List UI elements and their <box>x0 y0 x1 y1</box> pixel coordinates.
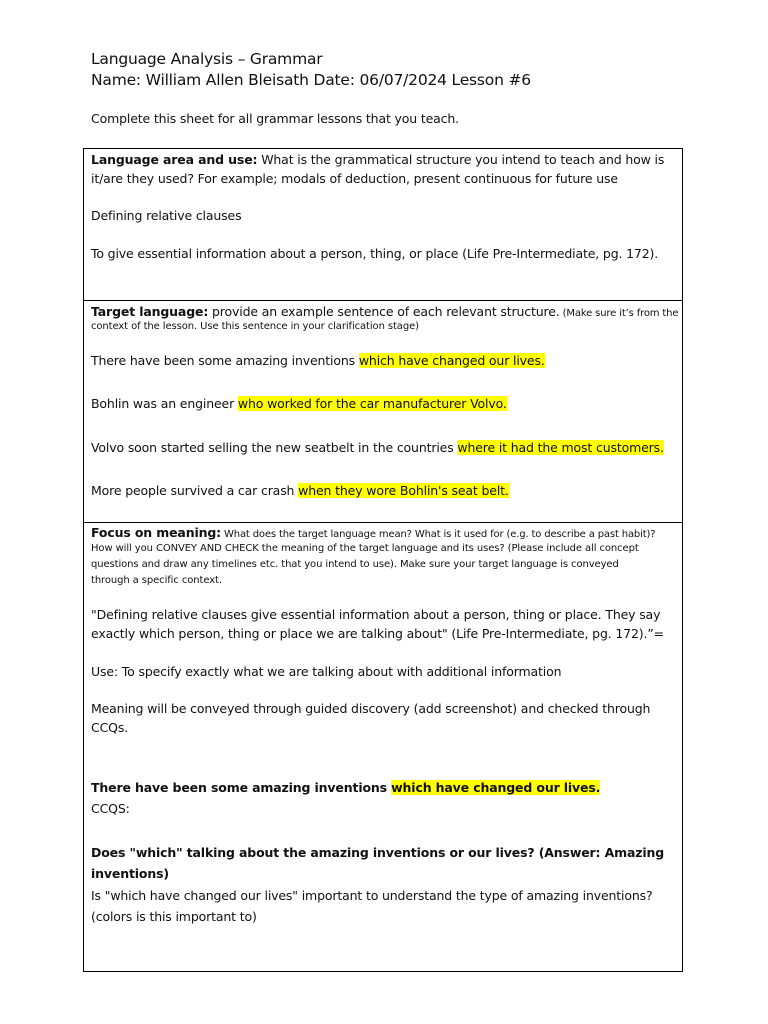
section3-prompt-1: What does the target language mean? What is it used for (e.g. to describe a past habit)? <box>220 529 656 540</box>
section1-prompt-line1 <box>91 150 664 169</box>
convey-line2: CCQs. <box>91 720 129 735</box>
section1-purpose: To give essential information about a person, thing, or place (Life Pre-Intermediate, pg. 172). <box>91 246 659 261</box>
ccqs-label: CCQS: <box>91 801 130 816</box>
ccq-example-sentence: There have been some amazing inventions which have changed our lives. <box>91 780 601 795</box>
analysis-table <box>83 148 683 972</box>
convey-line1: Meaning will be conveyed through guided discovery (add screenshot) and checked through <box>91 701 651 716</box>
section2-heading: Target language: <box>91 304 209 319</box>
section2-prompt: provide an example sentence of each relevant structure. <box>208 304 560 319</box>
ccq-question2-line1: Is "which have changed our lives" important to understand the type of amazing inventions? <box>91 888 653 903</box>
use-statement: Use: To specify exactly what we are talking about with additional information <box>91 664 562 679</box>
section3-prompt-line3: questions and draw any timelines etc. that you intend to use). Make sure your target language is conveyed <box>91 559 619 570</box>
target-example-2: Bohlin was an engineer who worked for the car manufacturer Volvo. <box>91 396 507 411</box>
section3-prompt-line4: through a specific context. <box>91 575 222 586</box>
target-example-4: More people survived a car crash when they wore Bohlin's seat belt. <box>91 483 509 498</box>
target-example-3-highlight: where it had the most customers. <box>457 440 664 455</box>
section2-note-1: (Make sure it’s from the <box>559 308 679 319</box>
section2-note-line2: context of the lesson. Use this sentence in your clarification stage) <box>91 321 419 332</box>
section1-prompt-1: What is the grammatical structure you intend to teach and how is <box>257 152 665 167</box>
ccq-example-highlight: which have changed our lives. <box>391 780 601 795</box>
section3-heading: Focus on meaning: <box>91 525 221 540</box>
definition-quote-line2: exactly which person, thing or place we are talking about" (Life Pre-Intermediate, pg. 172).”= <box>91 626 664 641</box>
ccq-question1-line1: Does "which" talking about the amazing inventions or our lives? (Answer: Amazing <box>91 845 665 860</box>
section1-heading: Language area and use: <box>91 152 258 167</box>
section3-prompt-line2: How will you CONVEY AND CHECK the meaning of the target language and its uses? (Please include all concept <box>91 543 639 554</box>
target-example-3: Volvo soon started selling the new seatbelt in the countries where it had the most customers. <box>91 440 664 455</box>
instruction-text: Complete this sheet for all grammar lessons that you teach. <box>91 111 459 126</box>
ccq-question2-line2: (colors is this important to) <box>91 909 257 924</box>
section1-prompt-line2: it/are they used? For example; modals of deduction, present continuous for future use <box>91 171 618 186</box>
section1-topic: Defining relative clauses <box>91 208 242 223</box>
document-title: Language Analysis – Grammar <box>91 50 323 68</box>
name-date-lesson-line: Name: William Allen Bleisath Date: 06/07/2024 Lesson #6 <box>91 71 531 89</box>
definition-quote-line1: "Defining relative clauses give essential information about a person, thing or place. They say <box>91 607 661 622</box>
target-language-cell <box>84 301 682 523</box>
language-area-cell <box>84 149 682 301</box>
target-example-2-highlight: who worked for the car manufacturer Volvo. <box>237 396 507 411</box>
target-example-1: There have been some amazing inventions which have changed our lives. <box>91 353 545 368</box>
focus-on-meaning-cell <box>84 523 682 971</box>
target-example-4-highlight: when they wore Bohlin's seat belt. <box>298 483 509 498</box>
ccq-question1-line2: inventions) <box>91 866 169 881</box>
target-example-1-highlight: which have changed our lives. <box>358 353 545 368</box>
